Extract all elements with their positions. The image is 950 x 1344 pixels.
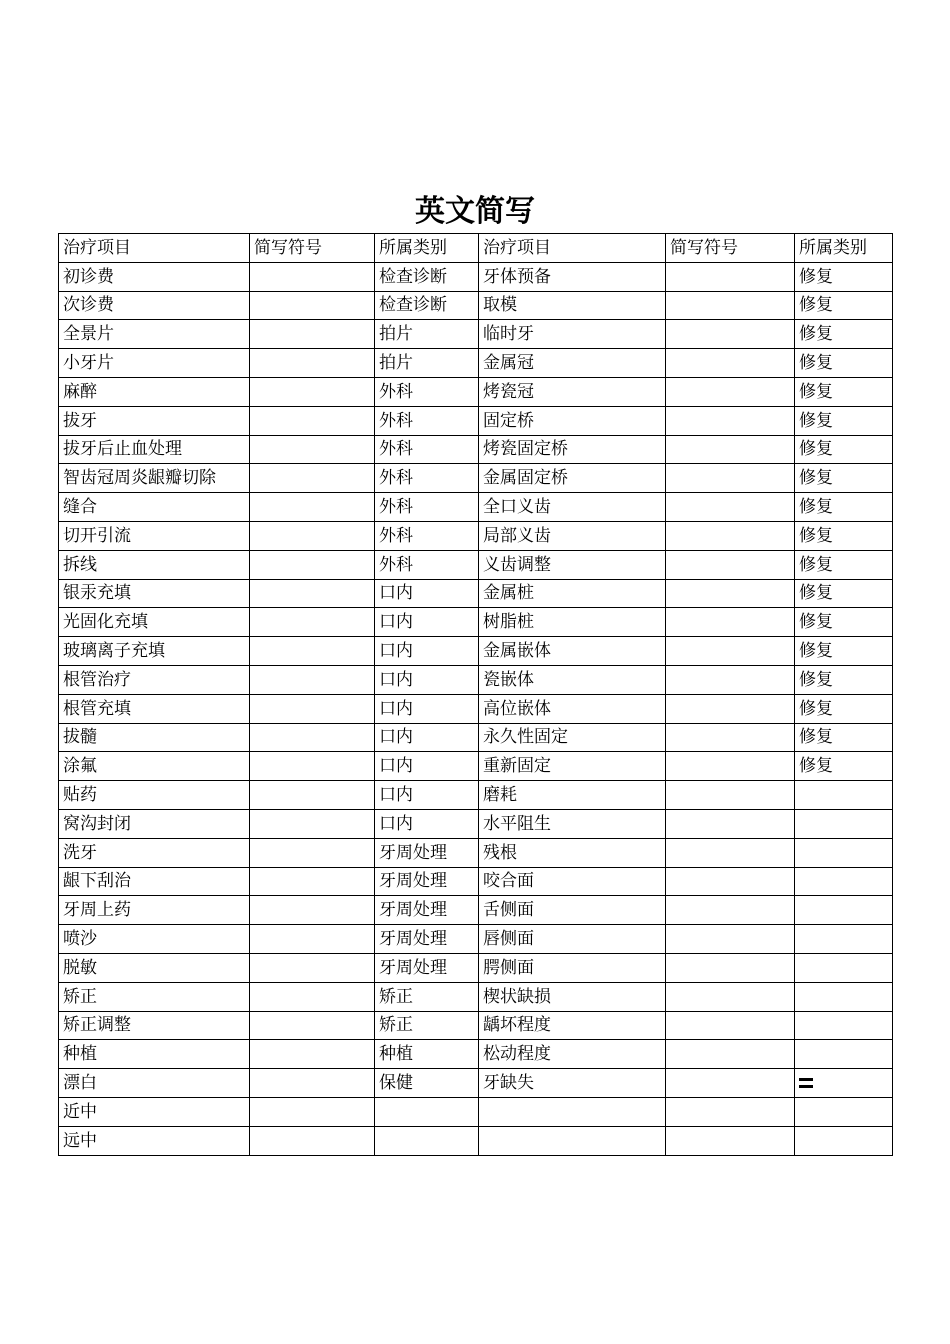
table-cell: 拆线 — [59, 550, 250, 579]
table-row — [59, 435, 893, 464]
table-cell — [250, 493, 375, 522]
table-cell: 外科 — [375, 464, 479, 493]
table-row — [59, 521, 893, 550]
table-cell — [666, 377, 795, 406]
table-cell — [250, 1040, 375, 1069]
table-cell: 永久性固定 — [479, 723, 666, 752]
table-row — [59, 752, 893, 781]
table-row — [59, 320, 893, 349]
table-cell: 拔牙后止血处理 — [59, 435, 250, 464]
table-cell: 临时牙 — [479, 320, 666, 349]
table-cell: 修复 — [795, 608, 893, 637]
page-title: 英文简写 — [415, 194, 535, 229]
table-cell: 保健 — [375, 1069, 479, 1098]
table-cell — [795, 809, 893, 838]
table-cell: 切开引流 — [59, 521, 250, 550]
table-cell: 瓷嵌体 — [479, 665, 666, 694]
equals-icon — [799, 1077, 813, 1090]
table-cell: 固定桥 — [479, 406, 666, 435]
table-cell: 义齿调整 — [479, 550, 666, 579]
table-row — [59, 637, 893, 666]
table-cell — [250, 550, 375, 579]
table-row — [59, 896, 893, 925]
table-cell: 口内 — [375, 723, 479, 752]
table-cell: 重新固定 — [479, 752, 666, 781]
abbreviation-table — [58, 233, 893, 1156]
table-cell: 修复 — [795, 406, 893, 435]
table-cell: 修复 — [795, 435, 893, 464]
table-cell — [250, 637, 375, 666]
table-cell — [795, 982, 893, 1011]
table-cell — [666, 435, 795, 464]
table-cell: 外科 — [375, 550, 479, 579]
table-cell — [666, 579, 795, 608]
table-cell — [666, 982, 795, 1011]
table-cell: 外科 — [375, 377, 479, 406]
table-cell — [666, 867, 795, 896]
table-cell: 贴药 — [59, 781, 250, 810]
table-cell — [666, 262, 795, 291]
table-row — [59, 838, 893, 867]
table-cell: 检查诊断 — [375, 262, 479, 291]
table-cell: 修复 — [795, 579, 893, 608]
table-cell — [250, 435, 375, 464]
table-cell: 松动程度 — [479, 1040, 666, 1069]
table-cell — [479, 1097, 666, 1126]
table-cell: 修复 — [795, 550, 893, 579]
table-cell: 金属固定桥 — [479, 464, 666, 493]
table-row — [59, 377, 893, 406]
table-cell — [666, 1069, 795, 1098]
table-row — [59, 809, 893, 838]
table-cell: 修复 — [795, 377, 893, 406]
table-cell: 银汞充填 — [59, 579, 250, 608]
column-header: 简写符号 — [250, 234, 375, 263]
table-cell — [250, 838, 375, 867]
table-cell: 玻璃离子充填 — [59, 637, 250, 666]
table-cell: 口内 — [375, 809, 479, 838]
table-row — [59, 291, 893, 320]
table-cell — [250, 1097, 375, 1126]
table-cell — [375, 1097, 479, 1126]
table-cell — [666, 896, 795, 925]
table-cell: 拔牙 — [59, 406, 250, 435]
table-cell — [479, 1126, 666, 1155]
table-cell: 牙周处理 — [375, 925, 479, 954]
table-cell: 外科 — [375, 521, 479, 550]
table-cell: 全口义齿 — [479, 493, 666, 522]
table-cell — [666, 291, 795, 320]
table-cell — [666, 1097, 795, 1126]
table-row — [59, 464, 893, 493]
table-cell — [795, 781, 893, 810]
table-cell: 修复 — [795, 320, 893, 349]
table-cell: 局部义齿 — [479, 521, 666, 550]
table-cell: 口内 — [375, 608, 479, 637]
table-cell — [666, 838, 795, 867]
table-cell: 咬合面 — [479, 867, 666, 896]
table-row — [59, 953, 893, 982]
table-cell: 拍片 — [375, 320, 479, 349]
table-cell — [666, 1011, 795, 1040]
table-cell — [666, 1126, 795, 1155]
table-cell — [250, 982, 375, 1011]
table-cell — [666, 550, 795, 579]
table-cell — [250, 809, 375, 838]
table-row — [59, 1040, 893, 1069]
table-cell — [250, 665, 375, 694]
column-header: 简写符号 — [666, 234, 795, 263]
table-cell — [250, 521, 375, 550]
table-cell — [666, 1040, 795, 1069]
table-cell — [666, 406, 795, 435]
table-cell: 光固化充填 — [59, 608, 250, 637]
table-cell: 口内 — [375, 637, 479, 666]
table-row — [59, 262, 893, 291]
table-cell — [250, 291, 375, 320]
table-cell: 烤瓷冠 — [479, 377, 666, 406]
table-cell — [666, 665, 795, 694]
table-cell — [666, 925, 795, 954]
table-cell — [250, 608, 375, 637]
table-cell — [250, 752, 375, 781]
table-row — [59, 579, 893, 608]
table-cell: 远中 — [59, 1126, 250, 1155]
table-cell: 口内 — [375, 694, 479, 723]
table-cell: 近中 — [59, 1097, 250, 1126]
table-row — [59, 925, 893, 954]
table-cell — [250, 320, 375, 349]
table-cell: 修复 — [795, 464, 893, 493]
table-cell: 树脂桩 — [479, 608, 666, 637]
table-cell: 漂白 — [59, 1069, 250, 1098]
table-cell: 金属嵌体 — [479, 637, 666, 666]
table-row — [59, 1097, 893, 1126]
table-cell — [666, 637, 795, 666]
table-cell: 全景片 — [59, 320, 250, 349]
table-cell — [666, 521, 795, 550]
table-cell — [250, 262, 375, 291]
table-cell: 龈下刮治 — [59, 867, 250, 896]
table-cell: 牙体预备 — [479, 262, 666, 291]
table-cell — [795, 1011, 893, 1040]
table-cell — [666, 320, 795, 349]
table-cell — [250, 1126, 375, 1155]
table-cell: 修复 — [795, 262, 893, 291]
table-cell: 修复 — [795, 637, 893, 666]
table-cell: 修复 — [795, 723, 893, 752]
table-cell — [795, 867, 893, 896]
table-cell — [250, 464, 375, 493]
column-header: 所属类别 — [375, 234, 479, 263]
table-cell: 牙周处理 — [375, 953, 479, 982]
table-cell — [250, 781, 375, 810]
table-cell — [666, 608, 795, 637]
table-cell: 牙周上药 — [59, 896, 250, 925]
table-cell: 取模 — [479, 291, 666, 320]
table-row — [59, 1126, 893, 1155]
table-cell: 矫正 — [59, 982, 250, 1011]
table-cell: 涂氟 — [59, 752, 250, 781]
table-cell: 脱敏 — [59, 953, 250, 982]
table-cell — [250, 377, 375, 406]
table-row — [59, 867, 893, 896]
table-cell — [250, 1069, 375, 1098]
table-cell — [666, 493, 795, 522]
table-cell: 矫正调整 — [59, 1011, 250, 1040]
table-cell: 牙周处理 — [375, 867, 479, 896]
table-cell: 种植 — [59, 1040, 250, 1069]
table-cell: 窝沟封闭 — [59, 809, 250, 838]
table-cell — [250, 896, 375, 925]
table-cell: 次诊费 — [59, 291, 250, 320]
table-cell: 残根 — [479, 838, 666, 867]
header-row — [59, 234, 893, 263]
table-cell: 矫正 — [375, 982, 479, 1011]
table-cell: 口内 — [375, 579, 479, 608]
table-row — [59, 665, 893, 694]
table-cell — [666, 723, 795, 752]
table-row — [59, 723, 893, 752]
table-row — [59, 349, 893, 378]
table-cell: 烤瓷固定桥 — [479, 435, 666, 464]
table-cell: 外科 — [375, 435, 479, 464]
table-cell: 腭侧面 — [479, 953, 666, 982]
table-cell — [666, 781, 795, 810]
table-cell: 缝合 — [59, 493, 250, 522]
table-cell: 根管治疗 — [59, 665, 250, 694]
table-cell: 种植 — [375, 1040, 479, 1069]
table-cell: 洗牙 — [59, 838, 250, 867]
table-cell — [250, 723, 375, 752]
table-cell: 龋坏程度 — [479, 1011, 666, 1040]
table-row — [59, 694, 893, 723]
table-cell: 金属冠 — [479, 349, 666, 378]
table-cell: 修复 — [795, 694, 893, 723]
table-cell — [795, 896, 893, 925]
table-row — [59, 406, 893, 435]
table-cell — [795, 925, 893, 954]
table-cell — [250, 867, 375, 896]
table-cell — [795, 838, 893, 867]
table-cell — [666, 809, 795, 838]
table-cell: 舌侧面 — [479, 896, 666, 925]
table-cell — [666, 752, 795, 781]
column-header: 治疗项目 — [479, 234, 666, 263]
table-cell: 高位嵌体 — [479, 694, 666, 723]
table-cell: 楔状缺损 — [479, 982, 666, 1011]
table-cell: 水平阻生 — [479, 809, 666, 838]
table-cell: 修复 — [795, 752, 893, 781]
table-row — [59, 493, 893, 522]
table-cell — [250, 953, 375, 982]
table-cell: 小牙片 — [59, 349, 250, 378]
table-cell — [795, 1097, 893, 1126]
table-cell — [250, 694, 375, 723]
table-cell — [795, 1069, 893, 1098]
table-cell — [250, 406, 375, 435]
table-cell: 磨耗 — [479, 781, 666, 810]
table-row — [59, 608, 893, 637]
table-cell: 麻醉 — [59, 377, 250, 406]
table-cell — [250, 579, 375, 608]
table-cell: 口内 — [375, 752, 479, 781]
table-cell: 外科 — [375, 493, 479, 522]
table-cell — [666, 349, 795, 378]
table-cell — [795, 1040, 893, 1069]
table-row — [59, 550, 893, 579]
table-cell: 牙周处理 — [375, 896, 479, 925]
table-cell: 修复 — [795, 665, 893, 694]
column-header: 所属类别 — [795, 234, 893, 263]
table-row — [59, 1069, 893, 1098]
table-cell: 根管充填 — [59, 694, 250, 723]
table-cell — [375, 1126, 479, 1155]
table-cell: 修复 — [795, 291, 893, 320]
table-cell: 修复 — [795, 493, 893, 522]
table-cell — [250, 925, 375, 954]
table-cell: 外科 — [375, 406, 479, 435]
table-row — [59, 982, 893, 1011]
table-cell: 修复 — [795, 349, 893, 378]
table-cell — [666, 953, 795, 982]
table-cell: 初诊费 — [59, 262, 250, 291]
table-cell: 智齿冠周炎龈瓣切除 — [59, 464, 250, 493]
table-cell — [666, 694, 795, 723]
table-cell — [666, 464, 795, 493]
table-cell: 牙周处理 — [375, 838, 479, 867]
table-cell: 喷沙 — [59, 925, 250, 954]
table-cell: 修复 — [795, 521, 893, 550]
table-cell: 唇侧面 — [479, 925, 666, 954]
table-cell — [250, 349, 375, 378]
table-cell — [795, 953, 893, 982]
table-cell: 口内 — [375, 665, 479, 694]
table-cell: 矫正 — [375, 1011, 479, 1040]
table-cell: 金属桩 — [479, 579, 666, 608]
table-row — [59, 781, 893, 810]
table-row — [59, 1011, 893, 1040]
table-cell: 牙缺失 — [479, 1069, 666, 1098]
table-cell: 拔髓 — [59, 723, 250, 752]
table-cell: 拍片 — [375, 349, 479, 378]
table-cell: 口内 — [375, 781, 479, 810]
table-cell — [250, 1011, 375, 1040]
table-cell — [795, 1126, 893, 1155]
column-header: 治疗项目 — [59, 234, 250, 263]
table-cell: 检查诊断 — [375, 291, 479, 320]
